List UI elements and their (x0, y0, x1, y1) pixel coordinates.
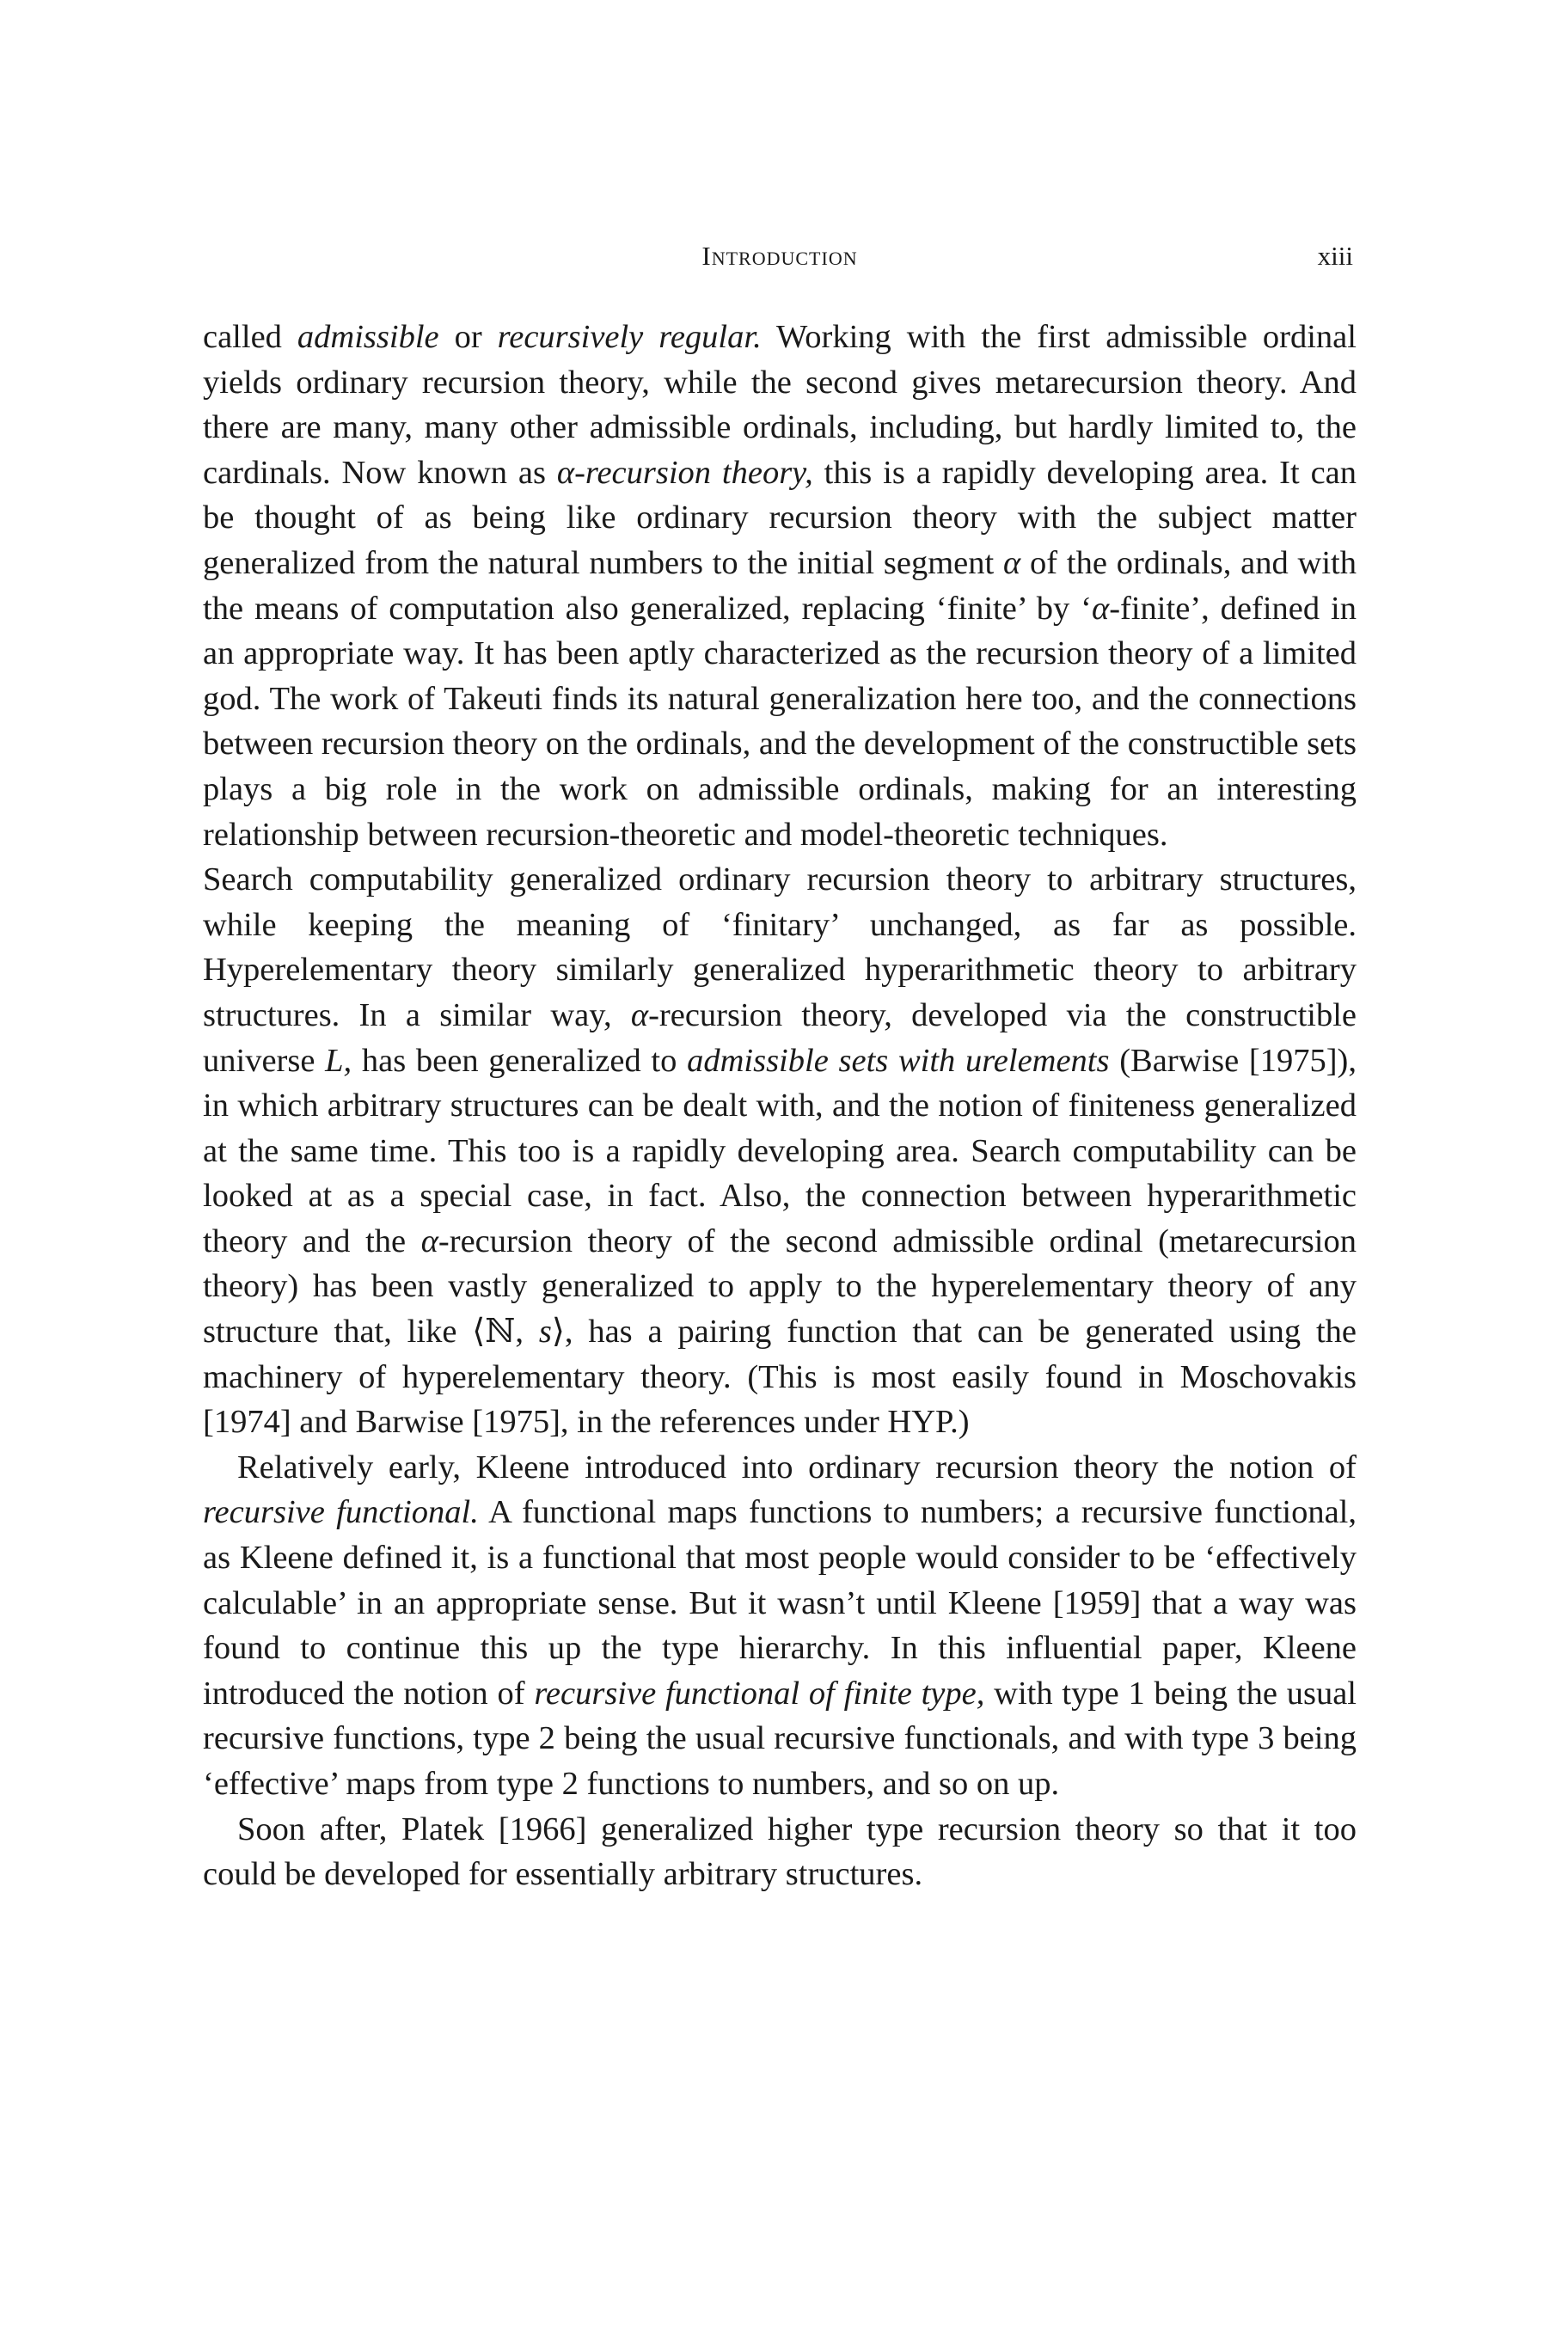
running-head (203, 225, 1357, 271)
italic-term: recursive functional of finite type, (534, 1675, 985, 1712)
text-run: (Barwise [1975]), in which arbitrary structures can be dealt with, and the notion of finiteness generalized at the same time. This too is a rapidly developing area. Search computability can be looked at as a special case, in fact. Also, the connection between hyperarithmetic theory and the (203, 1042, 1357, 1259)
running-title: Introduction (701, 241, 858, 271)
text-run: Search computability generalized ordinary recursion theory to arbitrary structures, while keeping the meaning of ‘finitary’ unchanged, as far as possible. Hyperelementary theory similarly generalized hyperarithmetic theory to arbitrary structures. In a similar way, (203, 861, 1357, 1033)
italic-symbol: α (1003, 544, 1021, 581)
text-run: Soon after, Platek [1966] generalized higher type recursion theory so that it too could be developed for essentially arbitrary structures. (203, 1810, 1357, 1893)
text-run: Relatively early, Kleene introduced into ordinary recursion theory the notion of (237, 1449, 1357, 1486)
text-run: ⟩, has a pairing function that can be generated using the machinery of hyperelementary theory. (This is most easily found in Moschovakis [1974] and Barwise [1975], in the references under HYP.) (203, 1314, 1357, 1441)
italic-term: α-recursion theory, (556, 454, 813, 491)
italic-term: recursively regular. (497, 319, 762, 355)
paragraph-4 (203, 1807, 1357, 1897)
body-text (203, 315, 1357, 1897)
text-run: -finite’, defined in an appropriate way. It has been aptly characterized as the recursion theory of a limited god. The work of Takeuti finds its natural generalization here too, and the connections between recursion theory on the ordinals, and the development of the constructible sets plays a big role in the work on admissible ordinals, making for an interesting relationship between recursion-theoretic and model-theoretic techniques. (203, 590, 1357, 853)
italic-term: admissible sets with urelements (687, 1042, 1110, 1079)
paragraph-1 (203, 315, 1357, 857)
text-run: with type 1 being the usual recursive functions, type 2 being the usual recursive functionals, and with type 3 being ‘effective’ maps from type 2 functions to numbers, and so on up. (203, 1675, 1357, 1802)
text-run: of the ordinals, and with the means of computation also generalized, replacing ‘finite’ by ‘ (203, 544, 1357, 627)
book-page (203, 225, 1357, 1897)
text-run: Working with the first admissible ordinal yields ordinary recursion theory, while the second gives metarecursion theory. And there are many, many other admissible ordinals, including, but hardly limited to, the cardinals. Now known as (203, 319, 1357, 491)
paragraph-2 (203, 857, 1357, 1445)
page-number: xiii (1317, 241, 1353, 271)
italic-symbol: α (1092, 590, 1110, 627)
paragraph-3 (203, 1445, 1357, 1807)
text-run: called (203, 319, 297, 355)
italic-symbol: α (630, 996, 649, 1033)
italic-symbol: s (538, 1314, 552, 1351)
text-run: this is a rapidly developing area. It can be thought of as being like ordinary recursion theory with the subject matter generalized from the natural numbers to the initial segment (203, 454, 1357, 581)
text-run: A functional maps functions to numbers; a recursive functional, as Kleene defined it, is a functional that most people would consider to be ‘effectively calculable’ in an appropriate sense. But it wasn’t until Kleene [1959] that a way was found to continue this up the type hierarchy. In this influential paper, Kleene introduced the notion of (203, 1494, 1357, 1712)
italic-term: admissible (297, 319, 439, 355)
text-run: has been generalized to (352, 1042, 688, 1079)
text-run: or (438, 319, 498, 355)
italic-symbol: L, (325, 1042, 352, 1079)
italic-term: recursive functional. (203, 1494, 479, 1531)
text-run: -recursion theory of the second admissible ordinal (metarecursion theory) has been vastly generalized to apply to the hyperelementary theory of any structure that, like ⟨ℕ, (203, 1222, 1357, 1351)
italic-symbol: α (420, 1222, 438, 1259)
text-run: -recursion theory, developed via the constructible universe (203, 996, 1357, 1079)
